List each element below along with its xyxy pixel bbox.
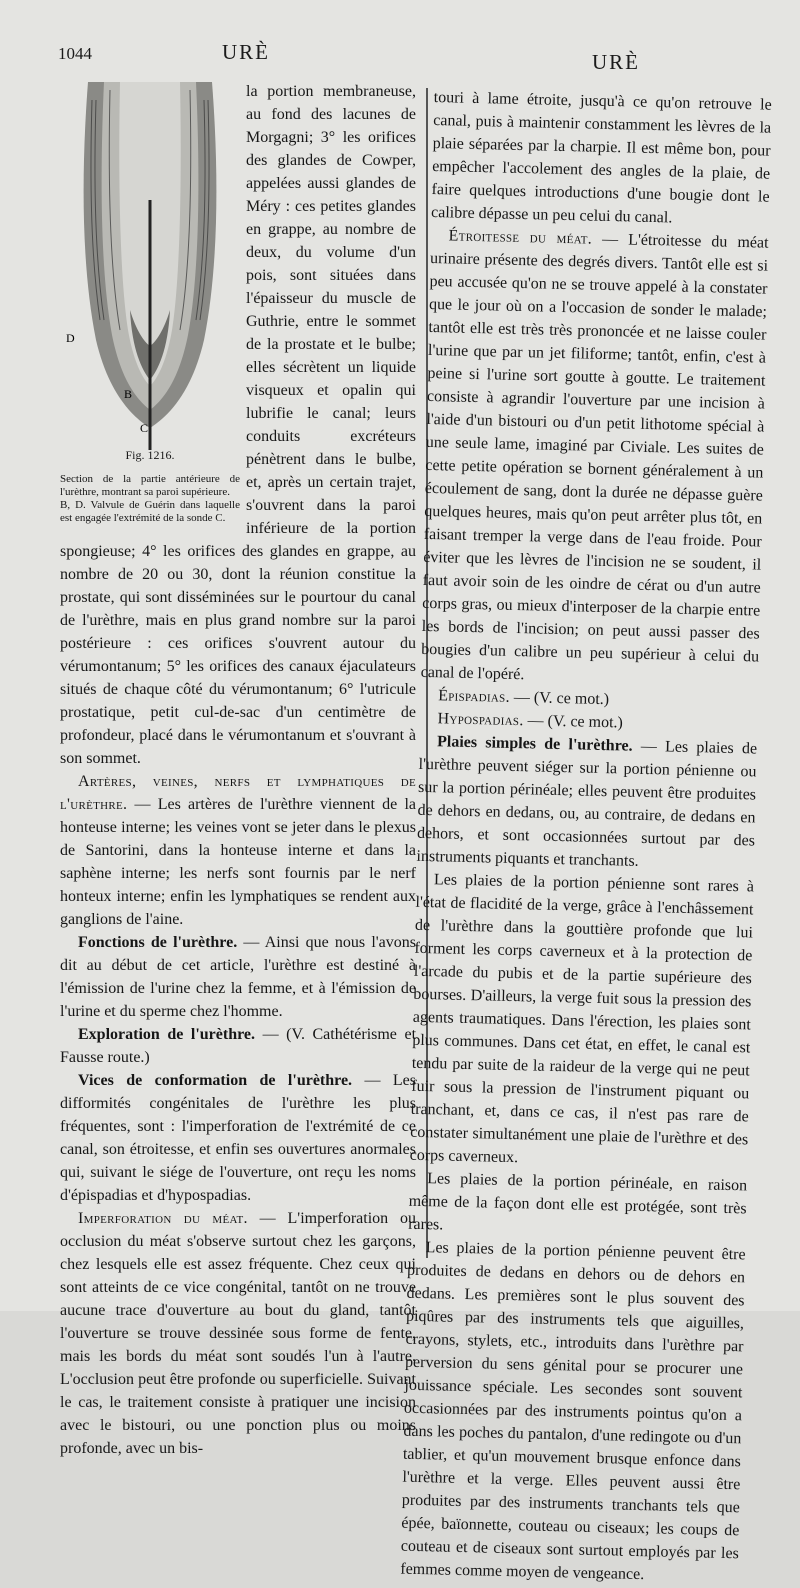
figure-legend-2: B, D. Valvule de Guérin dans laquelle est engagée l'extrémité de la sonde C.	[60, 499, 240, 524]
paragraph-arteres	[60, 770, 416, 931]
heading-arteres: Artères, veines, nerfs et lymphatiques de l'urèthre.	[60, 773, 416, 813]
paragraph-glandes: la portion membraneuse, au fond des lacunes de Morgagni; 3° les orifices des glandes de Cowper, appelées aussi glandes de Méry : ces petites glandes en grappe, au nombre de deux, du volume d'un pois, sont situées dans l'épaisseur du muscle de Guthrie, entre le sommet de la prostate et le bulbe; elles sécrètent un liquide visqueux et opalin qui lubrifie le canal; leurs conduits excréteurs pénètrent dans le bulbe, et, après un certain trajet, s'ouvrent dans la paroi inférieure de la portion spongieuse; 4° les orifices des glandes en grappe, au nombre de 20 ou 30, dont la réunion constitue la prostate, qui sont disséminées sur le pourtour du canal de l'urèthre, mais en plus grand nombre sur la paroi postérieure : ces orifices s'ouvrent autour du vérumontanum; 5° les orifices des canaux éjaculateurs situés de chaque côté du vérumontanum; 6° l'utricule prostatique, petit cul-de-sac d'un centimètre de profondeur, placé dans le vérumontanum et s'ouvrant à son sommet.	[60, 83, 416, 767]
heading-fonctions: Fonctions de l'urèthre.	[78, 934, 238, 951]
figure-label-b: B	[124, 387, 133, 401]
figure-number: Fig. 1216.	[125, 448, 175, 462]
paragraph-plaies-perineale: Les plaies de la portion périnéale, en raison même de la façon dont elle est protégée, sont très rares.	[407, 1170, 748, 1234]
heading-epispadias: Épispadias.	[437, 687, 511, 706]
paragraph-etroitesse	[420, 224, 768, 692]
paragraph-continuation: touri à lame étroite, jusqu'à ce qu'on retrouve le canal, puis à maintenir constamment les lèvres de la plaie séparées par la charpie. Il est même bon, pour empêcher l'accolement des angles de la plaie, de faire quelques introductions d'une bougie dont le calibre dépasse un peu celui du canal.	[430, 88, 772, 227]
heading-hypospadias: Hypospadias.	[437, 710, 524, 730]
right-column	[400, 86, 772, 1588]
paragraph-plaies-dedans: Les plaies de la portion pénienne peuvent être produites de dedans en dehors ou de dehors en dedans. Les premières sont le plus souvent des piqûres par des instruments tels que aiguilles, crayons, stylets, etc., introduits dans l'urèthre par perversion du sens génital pour se procurer une jouissance spéciale. Les secondes sont souvent occasionnées par des instruments pointus qu'on a dans les poches du pantalon, d'une redingote ou d'un tablier, et qu'un mouvement brusque enfonce dans l'urèthre et la verge. Elles peuvent aussi être produites par des instruments tranchants tels que épée, baïonnette, couteau ou ciseaux; les coups de couteau et de ciseaux sont surtout employés par les femmes comme moyen de vengeance.	[400, 1239, 746, 1584]
text-hypospadias: — (V. ce mot.)	[523, 712, 624, 732]
heading-plaies: Plaies simples de l'urèthre.	[436, 733, 633, 755]
paragraph-exploration	[60, 1023, 416, 1069]
heading-etroitesse: Étroitesse du méat.	[448, 227, 593, 248]
running-head-left: URÈ	[222, 40, 270, 64]
heading-imperforation: Imperforation du méat.	[78, 1210, 248, 1227]
text-exploration: — (V. Cathétérisme et Fausse route.)	[60, 1026, 417, 1066]
running-head-right: URÈ	[592, 50, 640, 74]
paragraph-plaies-penienne: Les plaies de la portion pénienne sont rares à l'état de flacidité de la verge, grâce à l'enchâssement de l'urèthre dans la gouttière profonde que lui forment les corps caverneux et à la protection de l'arcade du pubis et de la partie supérieure des bourses. D'ailleurs, la verge fuit sous la pression des agents traumatiques. Dans l'érection, les plaies sont plus communes. Dans cet état, en effet, le canal est tendu par suite de la raideur de la verge qui ne peut fuir sous la pression de l'instrument piquant ou tranchant, et, dans ce cas, il n'est pas rare de constater simultanément une plaie de l'urèthre et des corps caverneux.	[409, 871, 755, 1167]
text-epispadias: — (V. ce mot.)	[509, 688, 610, 709]
figure-label-c: C	[140, 421, 149, 435]
text-fonctions: — Ainsi que nous l'avons dit au début de cet article, l'urèthre est destiné à l'émission de l'urine chez la femme, et à l'émission de l'urine et du sperme chez l'homme.	[60, 934, 416, 1020]
paragraph-imperforation	[60, 1207, 416, 1460]
left-column	[60, 80, 416, 1460]
text-plaies: — Les plaies de l'urèthre peuvent siéger sur la portion pénienne ou sur la portion périnéale; elles peuvent être produites de dehors en dedans, ou, au contraire, de dedans en dehors, et sont occasionnées surtout par des instruments piquants et tranchants.	[416, 737, 758, 870]
heading-exploration: Exploration de l'urèthre.	[78, 1026, 256, 1043]
text-arteres: — Les artères de l'urèthre viennent de la honteuse interne; les veines vont se jeter dans le plexus de Santorini, dans la honteuse interne et dans la saphène interne; les nerfs sont fournis par le nerf honteux interne; enfin les lymphatiques se rendent aux ganglions de l'aine.	[60, 796, 416, 928]
text-vices: — Les difformités congénitales de l'urèthre les plus fréquentes, sont : l'imperforation de l'extrémité de ce canal, son étroitesse, et enfin ses ouvertures anormales qui, suivant le siége de l'ouverture, ont reçu les noms d'épispadias et d'hypospadias.	[60, 1072, 416, 1204]
paragraph-fonctions	[60, 931, 416, 1023]
heading-vices: Vices de conformation de l'urèthre.	[78, 1072, 353, 1089]
paragraph-plaies	[416, 730, 757, 876]
figure-legend-1: Section de la partie antérieure de l'urèthre, montrant sa paroi supérieure.	[60, 473, 240, 498]
figure-1216	[60, 80, 240, 525]
paragraph-vices	[60, 1069, 416, 1207]
page-number: 1044	[58, 44, 92, 63]
text-imperforation: — L'imperforation ou occlusion du méat s'observe surtout chez les garçons, chez lesquels elle est assez fréquente. Chez ceux qui sont atteints de ce vice congénital, tantôt on ne trouve aucune trace d'ouverture au bout du gland, tantôt l'ouverture se trouve dessinée sous forme de fente, mais les bords du méat sont soudés l'un à l'autre. L'occlusion peut être profonde ou superficielle. Suivant le cas, le traitement consiste à pratiquer une incision avec le bistouri, ou une ponction plus ou moins profonde, avec un bis-	[60, 1210, 417, 1457]
urethra-illustration	[60, 80, 240, 440]
figure-label-d: D	[66, 331, 75, 345]
text-etroitesse: — L'étroitesse du méat urinaire présente des degrés divers. Tantôt elle est si peu accusée qu'on ne se trouve appelé à la constater que le jour où on a l'occasion de sonder le malade; tantôt elle est très très prononcée et ne laisse couler l'urine que par un jet filiforme; tantôt, enfin, c'est à peine si l'urine sort goutte à goutte. Le traitement consiste à agrandir l'ouverture par une incision à l'aide d'un bistouri ou d'un petit lithotome spécial à une seule lame, imaginé par Civiale. Les suites de cette petite opération se bornent généralement à un écoulement de sang, dont la durée ne dépasse guère quelques heures, mais qu'on peut arrêter plus tôt, en faisant tremper la verge dans de l'eau froide. Pour éviter que les lèvres de l'incision ne se soudent, il faut avoir soin de les oindre de cérat ou d'un autre corps gras, ou mieux d'interposer de la charpie entre les bords de l'incision; on peut aussi passer des bougies d'un calibre un peu supérieur à celui du canal de l'opéré.	[420, 230, 769, 684]
